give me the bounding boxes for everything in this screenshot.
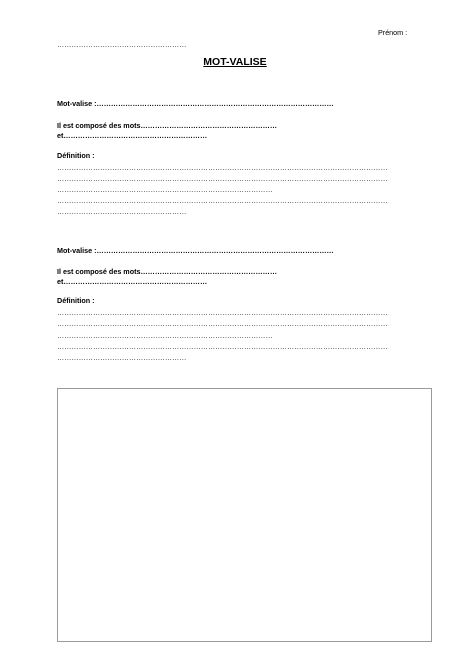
page-title: MOT-VALISE	[203, 56, 267, 68]
definition-line: ………………………………………………	[57, 353, 187, 362]
definition-line: …………………………………………………………………………………………………………………………	[57, 163, 388, 172]
definition-label-2: Définition :	[57, 296, 95, 305]
definition-line: …………………………………………………………………………………………………………………………	[57, 308, 388, 317]
definition-line: …………………………………………………………………………………………………………………………	[57, 319, 388, 328]
definition-line: ………………………………………………	[57, 207, 187, 216]
definition-line: …………………………………………………………………………………………………………………………	[57, 196, 388, 205]
mot-valise-line-2: Mot-valise :………………………………………………………………………………………	[57, 246, 334, 255]
et-line-1: et……………………………………………………	[57, 131, 208, 140]
definition-line: ………………………………………………………………………………	[57, 185, 273, 194]
definition-line: …………………………………………………………………………………………………………………………	[57, 342, 388, 351]
mot-valise-line-1: Mot-valise :………………………………………………………………………………………	[57, 99, 334, 108]
compose-line-2: Il est composé des mots…………………………………………………	[57, 267, 278, 276]
definition-label-1: Définition :	[57, 151, 95, 160]
drawing-box	[57, 388, 432, 642]
name-line: ………………………………………………	[57, 40, 187, 49]
definition-line: …………………………………………………………………………………………………………………………	[57, 174, 388, 183]
compose-line-1: Il est composé des mots…………………………………………………	[57, 121, 278, 130]
et-line-2: et……………………………………………………	[57, 277, 208, 286]
prenom-label: Prénom :	[378, 28, 408, 37]
definition-line: ………………………………………………………………………………	[57, 331, 273, 340]
